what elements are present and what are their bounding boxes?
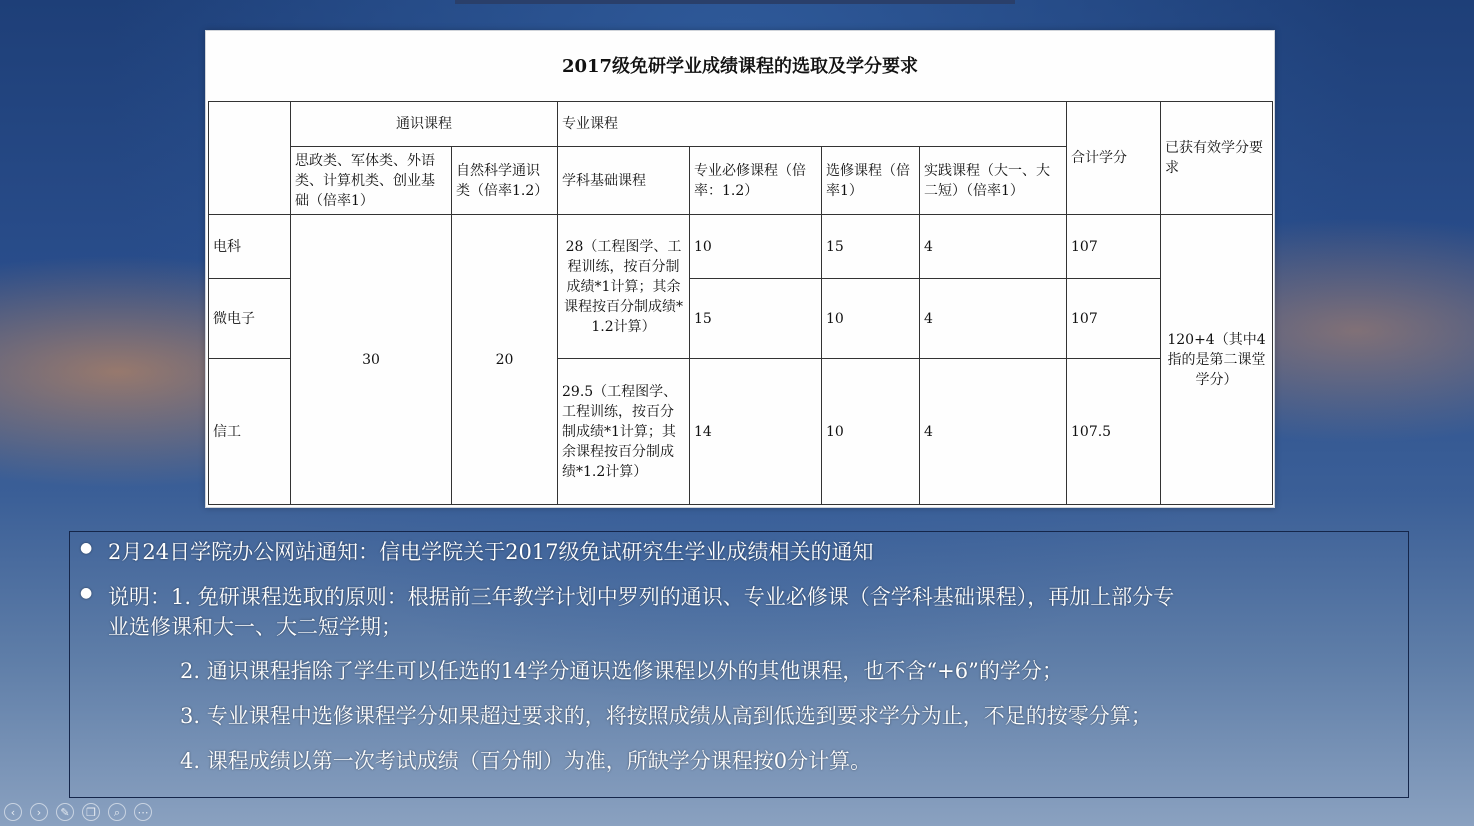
major-practice-header: 实践课程（大一、大二短）（倍率1） — [920, 147, 1067, 215]
table-row — [209, 215, 1273, 279]
major-required-header: 专业必修课程（倍率：1.2） — [690, 147, 822, 215]
note-line: 说明：1. 免研课程选取的原则：根据前三年教学计划中罗列的通识、专业必修课（含学科基础课程），再加上部分专 — [108, 585, 1175, 609]
top-bar — [455, 0, 1015, 4]
practice-value: 4 — [920, 359, 1067, 505]
practice-value: 4 — [920, 279, 1067, 359]
major-foundation-header: 学科基础课程 — [558, 147, 690, 215]
copy-icon[interactable]: ❐ — [82, 803, 100, 821]
row-name: 信工 — [209, 359, 291, 505]
bullet-icon: ● — [80, 585, 93, 601]
note-line: 3. 专业课程中选修课程学分如果超过要求的，将按照成绩从高到低选到要求学分为止，不足的按零分算； — [180, 704, 1152, 728]
general-science-value: 20 — [452, 215, 558, 505]
general-science-header: 自然科学通识类（倍率1.2） — [452, 147, 558, 215]
next-icon[interactable]: › — [30, 803, 48, 821]
required-credits-value: 120+4（其中4指的是第二课堂学分） — [1161, 215, 1273, 505]
required-credits-header: 已获有效学分要求 — [1161, 102, 1273, 215]
note-line: 2月24日学院办公网站通知：信电学院关于2017级免试研究生学业成绩相关的通知 — [108, 540, 874, 564]
note-line: 业选修课和大一、大二短学期； — [108, 615, 402, 639]
major-required-value: 10 — [690, 215, 822, 279]
credit-table — [208, 101, 1273, 505]
more-icon[interactable]: ⋯ — [134, 803, 152, 821]
major-required-value: 14 — [690, 359, 822, 505]
corner-cell — [209, 102, 291, 215]
total-value: 107.5 — [1067, 359, 1161, 505]
row-name: 微电子 — [209, 279, 291, 359]
notes-panel — [69, 531, 1409, 798]
prev-icon[interactable]: ‹ — [4, 803, 22, 821]
row-name: 电科 — [209, 215, 291, 279]
practice-value: 4 — [920, 215, 1067, 279]
zoom-icon[interactable]: ⌕ — [108, 803, 126, 821]
elective-value: 10 — [822, 279, 920, 359]
general-course-header: 通识课程 — [291, 102, 558, 147]
credit-table-card — [205, 30, 1275, 508]
note-line: 2. 通识课程指除了学生可以任选的14学分通识选修课程以外的其他课程，也不含“+6”的学分； — [180, 659, 1063, 683]
foundation-ee-value: 28（工程图学、工程训练，按百分制成绩*1计算；其余课程按百分制成绩*1.2计算） — [558, 215, 690, 359]
major-course-header: 专业课程 — [558, 102, 1067, 147]
general-politics-value: 30 — [291, 215, 452, 505]
elective-value: 10 — [822, 359, 920, 505]
pen-icon[interactable]: ✎ — [56, 803, 74, 821]
total-value: 107 — [1067, 215, 1161, 279]
general-politics-header: 思政类、军体类、外语类、计算机类、创业基础（倍率1） — [291, 147, 452, 215]
foundation-it-value: 29.5（工程图学、工程训练，按百分制成绩*1计算；其余课程按百分制成绩*1.2计算） — [558, 359, 690, 505]
major-elective-header: 选修课程（倍率1） — [822, 147, 920, 215]
header-row-1 — [209, 102, 1273, 147]
total-value: 107 — [1067, 279, 1161, 359]
elective-value: 15 — [822, 215, 920, 279]
bullet-icon: ● — [80, 540, 93, 556]
slideshow-toolbar — [4, 803, 152, 823]
total-credits-header: 合计学分 — [1067, 102, 1161, 215]
table-title: 2017级免研学业成绩课程的选取及学分要求 — [561, 56, 919, 77]
note-line: 4. 课程成绩以第一次考试成绩（百分制）为准，所缺学分课程按0分计算。 — [180, 749, 872, 773]
major-required-value: 15 — [690, 279, 822, 359]
